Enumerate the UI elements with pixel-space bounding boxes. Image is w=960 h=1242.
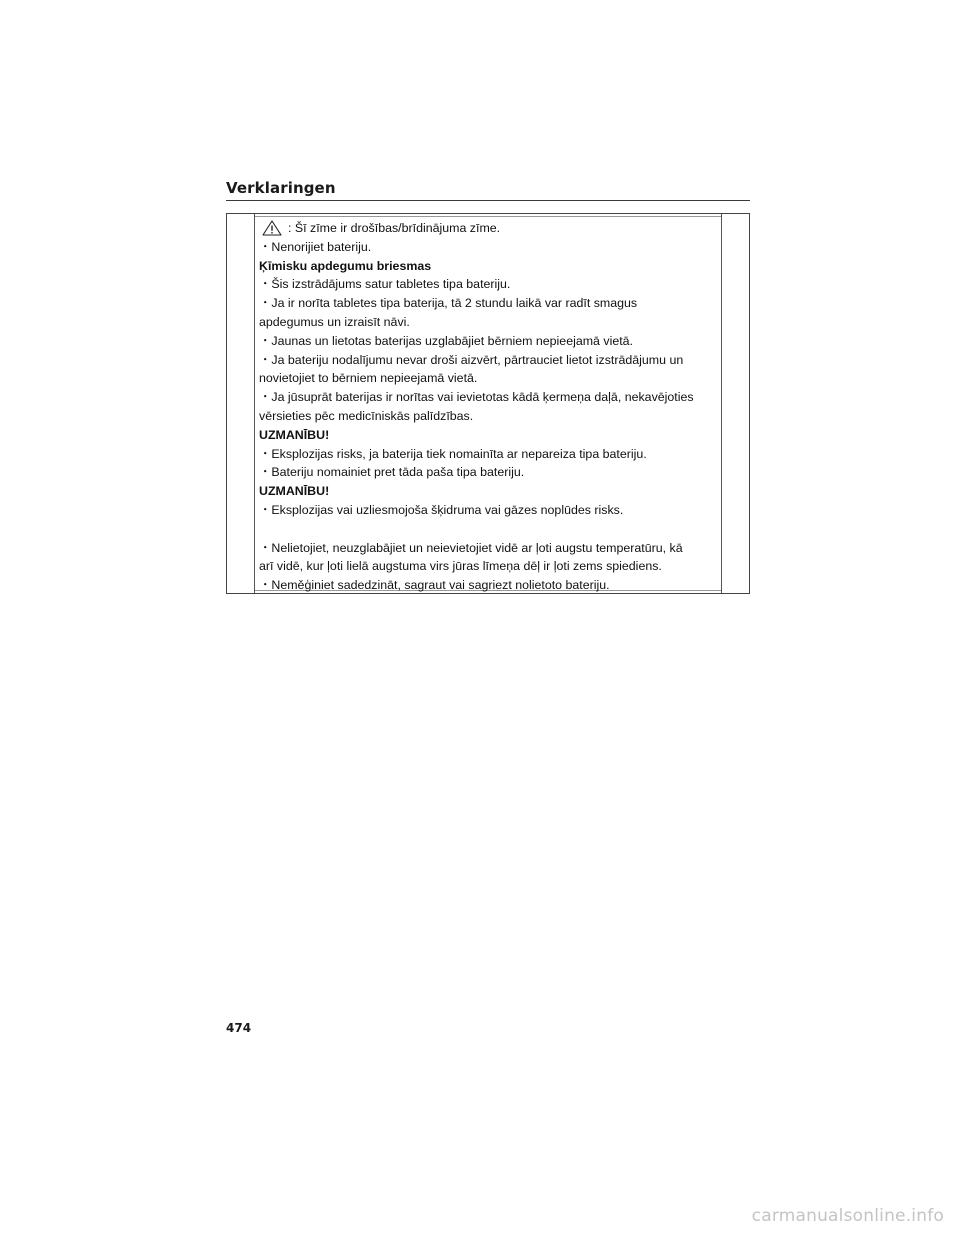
page-number: 474 [226,1021,252,1035]
notice-line: ・Jaunas un lietotas baterijas uzglabājiet bērniem nepieejamā vietā. [259,333,634,348]
notice-heading: UZMANĪBU! [259,427,330,442]
notice-line: vērsieties pēc medicīniskās palīdzības. [259,408,474,423]
notice-line: novietojiet to bērniem nepieejamā vietā. [259,371,478,386]
notice-line: ・Nelietojiet, neuzglabājiet un neievietojiet vidē ar ļoti augstu temperatūru, kā [259,540,683,555]
notice-heading: UZMANĪBU! [259,484,330,499]
notice-line: ・Ja bateriju nodalījumu nevar droši aizvērt, pārtrauciet lietot izstrādājumu un [259,352,684,367]
notice-line: ・Šis izstrādājums satur tabletes tipa bateriju. [259,277,511,292]
battery-notice-table [226,213,750,594]
table-content-column [255,214,721,593]
table-right-column [721,214,749,593]
notice-line: ・Neměģiniet sadedzināt, sagraut vai sagriezt nolietoto bateriju. [259,578,610,593]
notice-line: apdegumus un izraisīt nāvi. [259,314,410,329]
notice-line: ・Ja jūsuprāt baterijas ir norītas vai ievietotas kādā ķermeņa daļā, nekavējoties [259,390,694,405]
notice-line: ・Eksplozijas vai uzliesmojoša šķidruma vai gāzes noplūdes risks. [259,502,624,517]
notice-line: ・Ja ir norīta tabletes tipa baterija, tā 2 stundu laikā var radīt smagus [259,296,638,311]
watermark-text: carmanualsonline.info [751,1206,944,1226]
page-title: Verklaringen [226,179,336,197]
page-header [226,178,750,201]
notice-lines [259,238,717,595]
notice-line: arī vidē, kur ļoti lielā augstuma virs jūras līmeņa dēļ ir ļoti zems spiediens. [259,559,662,574]
warning-row [259,219,717,238]
warning-line-text: : Šī zīme ir drošības/brīdinājuma zīme. [288,221,501,235]
table-left-column [227,214,255,593]
notice-content [259,219,717,595]
notice-heading: Ķīmisku apdegumu briesmas [259,258,432,273]
notice-line: ・Eksplozijas risks, ja baterija tiek nomainīta ar nepareiza tipa bateriju. [259,446,647,461]
notice-line: ・Bateriju nomainiet pret tāda paša tipa bateriju. [259,465,525,480]
warning-triangle-icon [262,220,282,236]
notice-line: ・Nenorijiet bateriju. [259,239,372,254]
inner-border-top [255,216,721,217]
notice-spacer [259,520,717,539]
